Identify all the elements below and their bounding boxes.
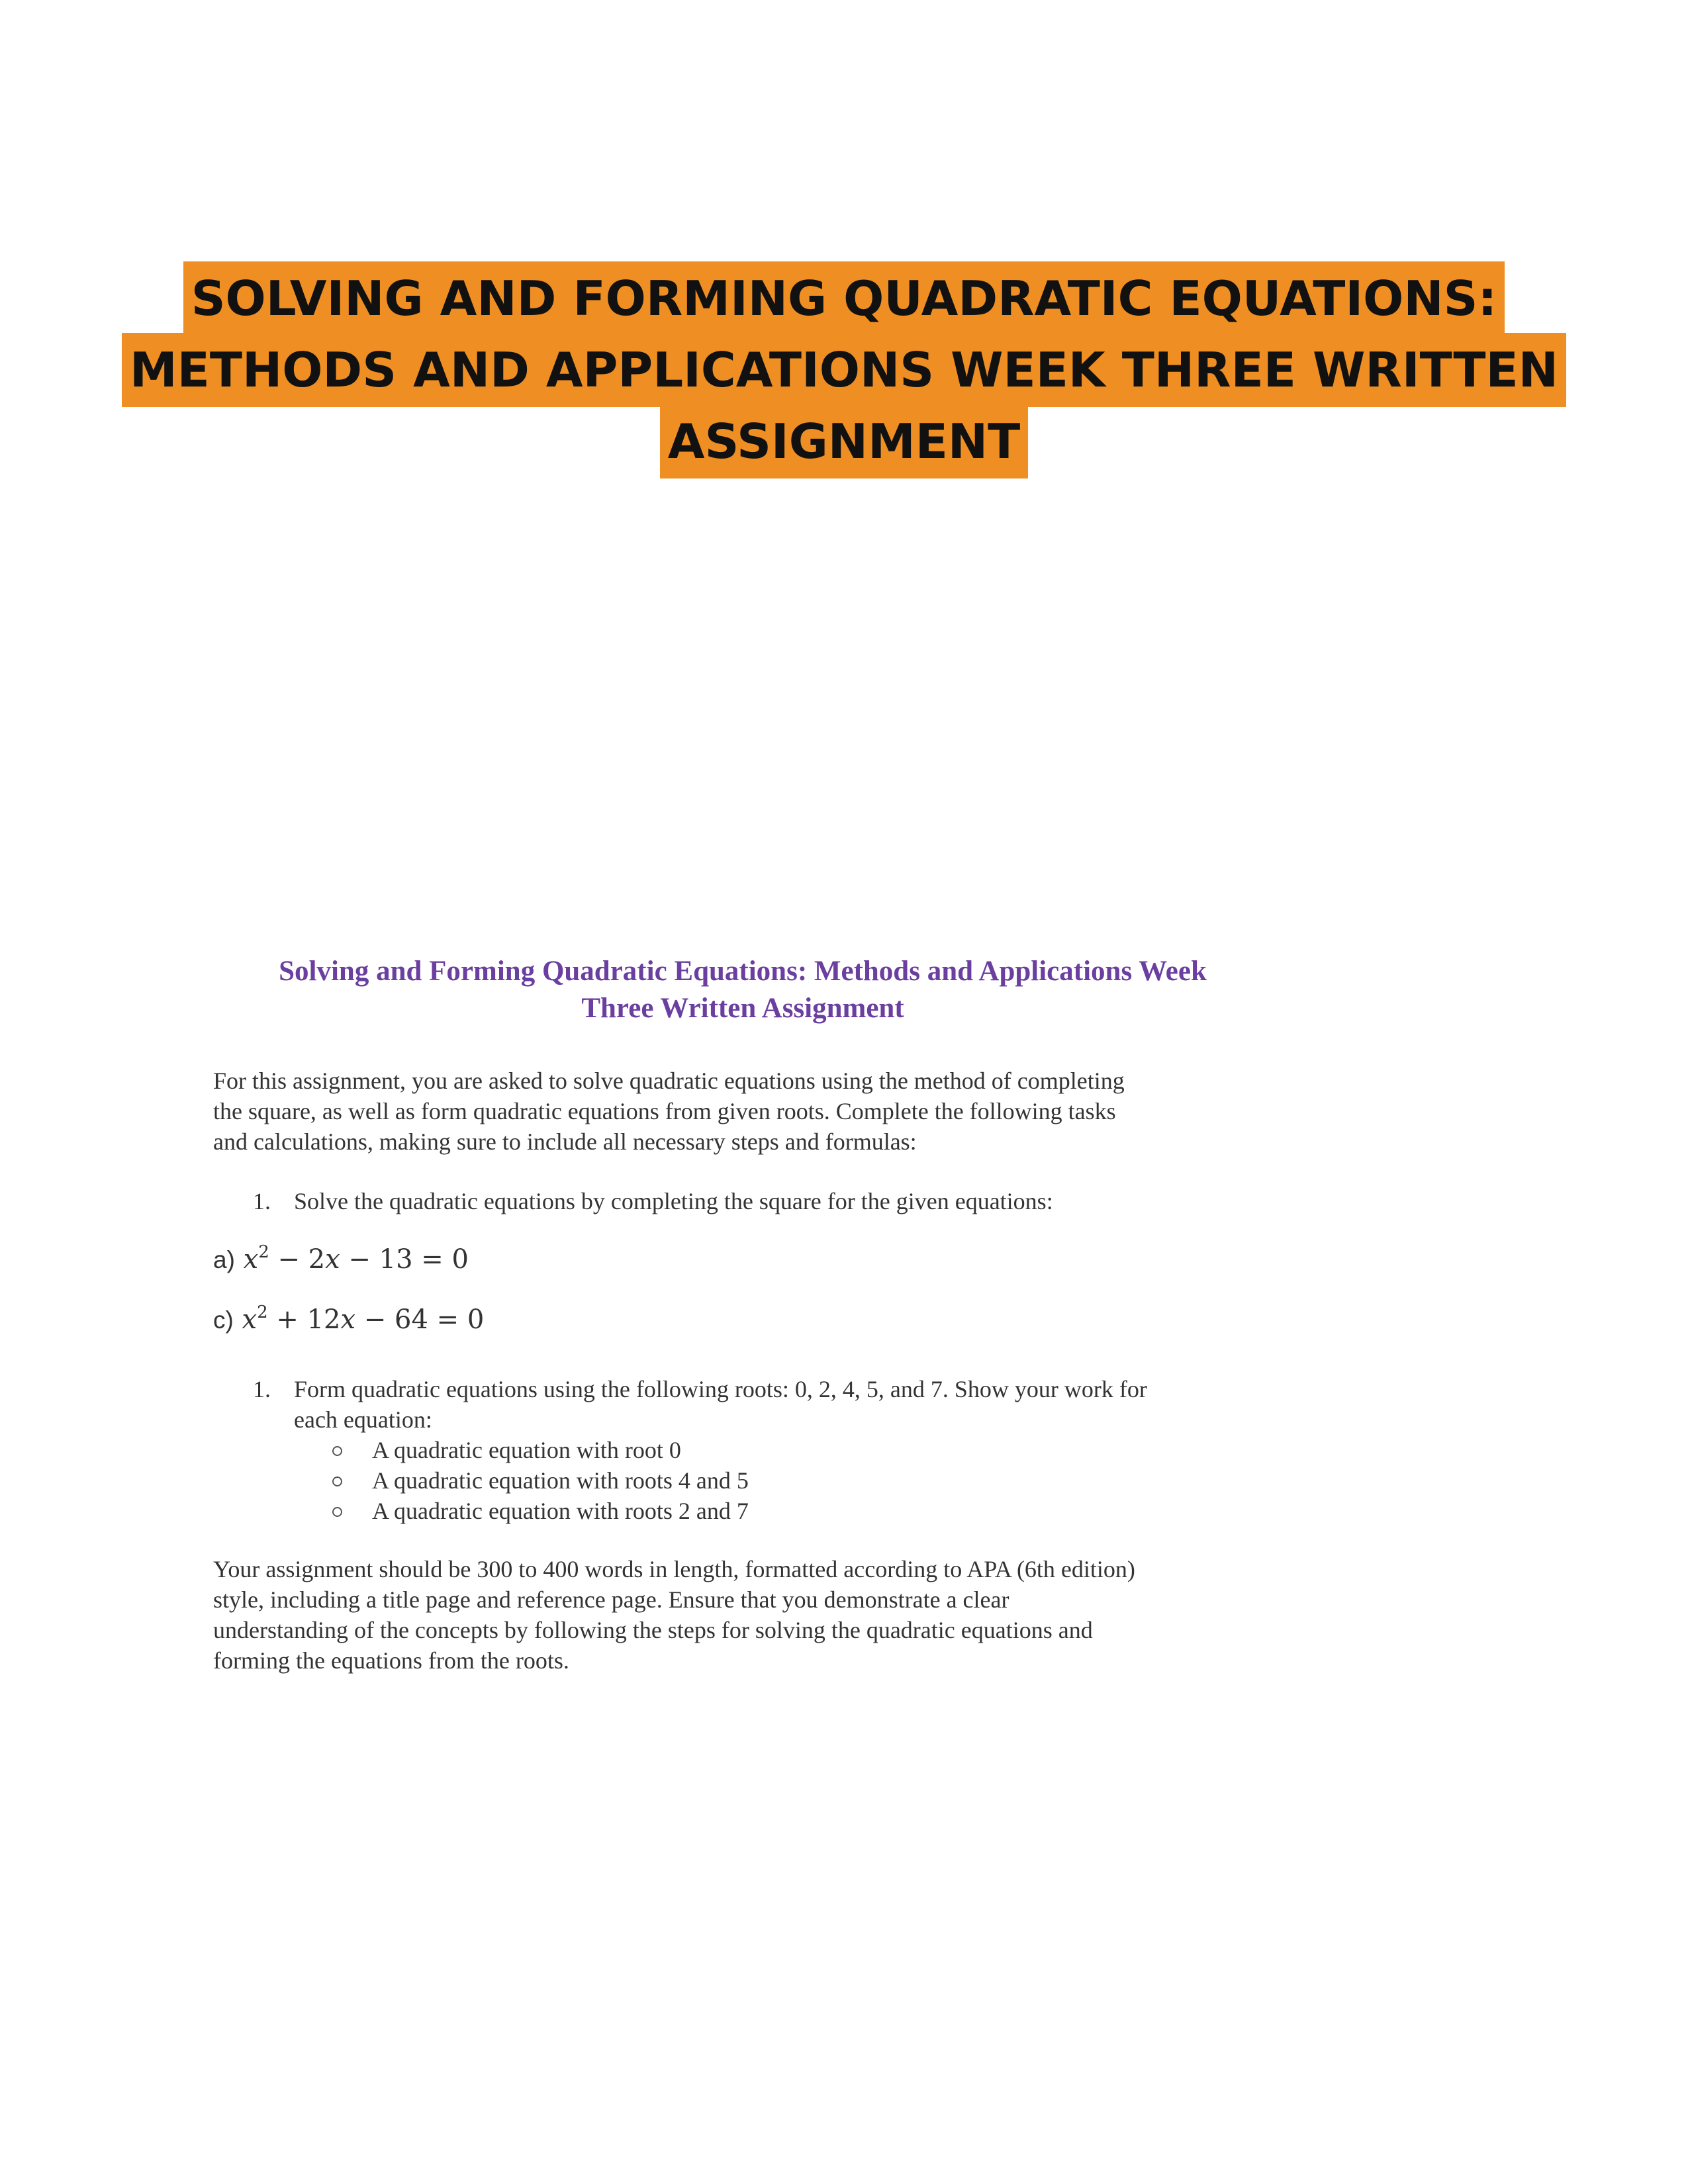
intro-line: For this assignment, you are asked to solve quadratic equations using the method of completing [213,1068,1125,1094]
task-item-2 [253,1374,1272,1526]
list-item-text: A quadratic equation with roots 2 and 7 [372,1498,749,1524]
list-item-text: A quadratic equation with roots 4 and 5 [372,1467,749,1494]
intro-line: and calculations, making sure to include all necessary steps and formulas: [213,1128,917,1155]
document-title [213,953,1272,1027]
equation-label: a) [213,1246,235,1273]
banner-line-2 [0,333,1688,404]
banner-text-1: SOLVING AND FORMING QUADRATIC EQUATIONS: [183,261,1505,336]
banner-line-1 [0,261,1688,333]
task-text: each equation: [294,1406,432,1433]
closing-line: style, including a title page and reference page. Ensure that you demonstrate a clear [213,1586,1009,1613]
equation-term: − 13 = 0 [340,1244,469,1275]
task-item-1 [253,1186,1272,1216]
task-text: Solve the quadratic equations by completing the square for the given equations: [294,1188,1053,1214]
task-text: Form quadratic equations using the following roots: 0, 2, 4, 5, and 7. Show your work for [294,1376,1147,1402]
banner-text-3: ASSIGNMENT [660,404,1029,478]
circle-bullet-icon [332,1507,342,1517]
equation-exponent: 2 [258,1242,269,1262]
closing-line: forming the equations from the roots. [213,1647,569,1674]
banner-text-2: METHODS AND APPLICATIONS WEEK THREE WRITTEN [122,333,1566,407]
circle-bullet-icon [332,1477,342,1486]
banner-line-3 [0,404,1688,476]
equation-label: c) [213,1306,234,1334]
roots-list [294,1435,1272,1526]
assignment-document [213,953,1272,1676]
closing-line: understanding of the concepts by following the steps for solving the quadratic equations and [213,1617,1093,1643]
circle-bullet-icon [332,1446,342,1456]
equation-variable: x [325,1244,340,1275]
closing-paragraph [213,1554,1272,1676]
closing-line: Your assignment should be 300 to 400 words in length, formatted according to APA (6th edition) [213,1556,1135,1582]
intro-line: the square, as well as form quadratic equations from given roots. Complete the following tasks [213,1098,1116,1124]
list-item-text: A quadratic equation with root 0 [372,1437,681,1463]
document-title-line-2: Three Written Assignment [581,993,904,1024]
equation-c [213,1303,1272,1337]
task-number: 1. [253,1376,271,1402]
equation-variable: x [242,1304,258,1335]
banner-title [0,261,1688,476]
list-item [332,1435,1272,1465]
equation-a [213,1243,1272,1277]
equation-term: − 2 [269,1244,326,1275]
equation-term: + 12 [267,1304,341,1335]
document-title-line-1: Solving and Forming Quadratic Equations: Methods and Applications Week [279,956,1207,987]
equation-exponent: 2 [257,1302,268,1322]
list-item [332,1465,1272,1496]
task-number: 1. [253,1188,271,1214]
equation-variable: x [243,1244,259,1275]
equation-variable: x [340,1304,356,1335]
intro-paragraph [213,1066,1272,1157]
equation-term: − 64 = 0 [355,1304,485,1335]
list-item [332,1496,1272,1526]
